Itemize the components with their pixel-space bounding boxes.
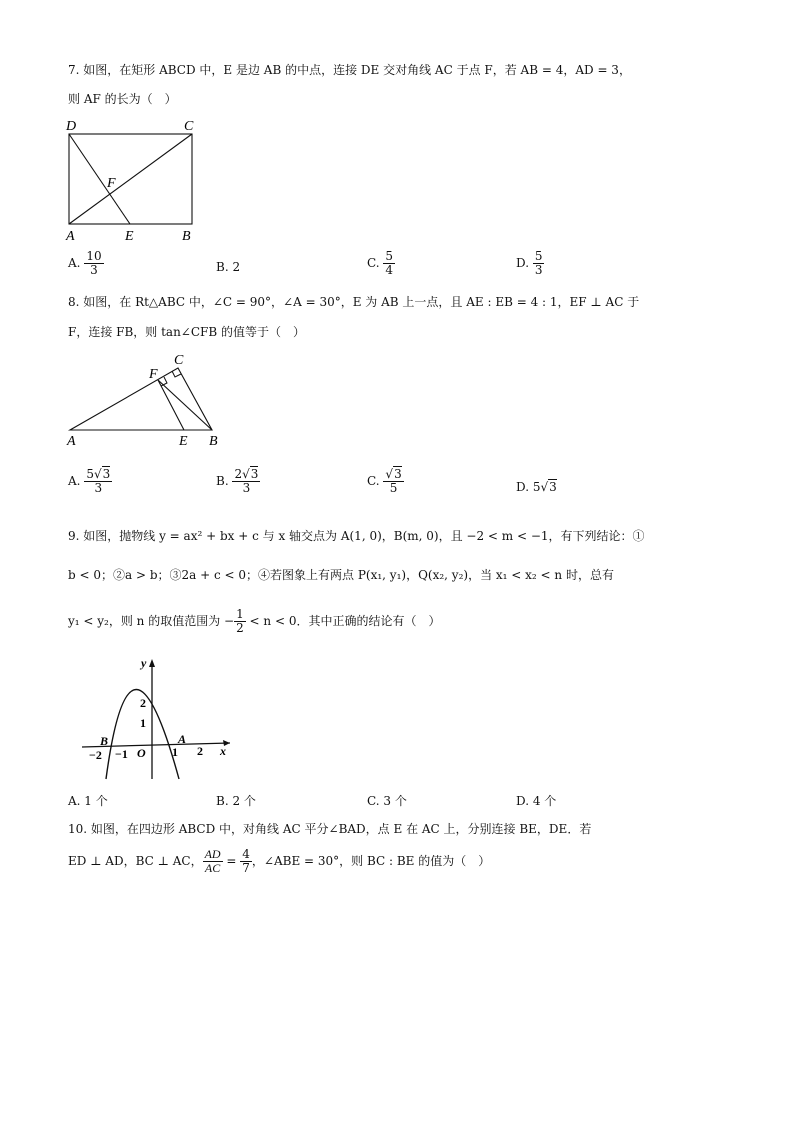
coefficient: 5 — [532, 480, 541, 494]
option-letter: A. — [68, 474, 81, 488]
q9-option-a[interactable]: A. 1 个 — [68, 794, 108, 808]
tick-x-neg2: −2 — [89, 748, 102, 762]
diagonal-ac — [69, 134, 192, 224]
q7-rectangle-figure — [60, 114, 210, 244]
q7-stem-line1: 7. 如图，在矩形 ABCD 中，E 是边 AB 的中点，连接 DE 交对角线 AC 于点 F，若 AB = 4，AD = 3， — [68, 63, 631, 77]
q9-option-b[interactable]: B. 2 个 — [216, 794, 256, 808]
denominator: 2 — [236, 621, 244, 635]
radicand: 3 — [102, 467, 111, 481]
label-e: E — [125, 229, 134, 244]
label-y: y — [141, 656, 147, 670]
radicand: 3 — [394, 467, 402, 481]
tick-y-2: 2 — [140, 696, 146, 710]
text-part: < n < 0．其中正确的结论有（ ） — [245, 614, 441, 628]
q7-option-a[interactable] — [68, 250, 104, 277]
numerator: 2√3 — [234, 467, 259, 481]
q10-stem-line1: 10. 如图，在四边形 ABCD 中，对角线 AC 平分∠BAD，点 E 在 AC 上，分别连接 BE，DE．若 — [68, 822, 592, 836]
denominator: 5 — [389, 481, 398, 495]
fraction — [232, 468, 260, 495]
numerator: 4 — [242, 847, 250, 861]
label-f: F — [149, 367, 158, 382]
text-part: ED ⊥ AD，BC ⊥ AC， — [68, 854, 203, 868]
q9-stem-line3 — [68, 606, 440, 636]
q8-option-b[interactable] — [216, 468, 260, 495]
label-c: C — [174, 353, 184, 368]
numerator: 1 — [236, 607, 244, 621]
fraction — [84, 250, 103, 277]
coefficient: 5 — [86, 467, 94, 481]
numerator: √3 — [385, 467, 402, 481]
radicand: 3 — [549, 480, 557, 494]
tick-y-1: 1 — [140, 716, 146, 730]
q8-triangle-figure — [60, 348, 235, 448]
q8-stem-line2: F，连接 FB，则 tan∠CFB 的值等于（ ） — [68, 325, 306, 339]
q8-option-a[interactable] — [68, 468, 112, 495]
text-part: ，∠ABE = 30°，则 BC : BE 的值为（ ） — [251, 854, 491, 868]
equals-sign: = — [222, 854, 241, 868]
q9-option-c[interactable]: C. 3 个 — [367, 794, 407, 808]
label-a: A — [66, 229, 75, 244]
label-a: A — [67, 434, 76, 448]
q9-option-d[interactable]: D. 4 个 — [516, 794, 557, 808]
denominator: 3 — [534, 263, 543, 277]
option-letter: D. — [516, 480, 530, 494]
fraction-half — [234, 608, 246, 635]
fraction — [383, 250, 395, 277]
right-angle-f — [161, 377, 167, 386]
label-f: F — [107, 176, 116, 191]
denominator: 4 — [385, 263, 394, 277]
q8-option-d[interactable]: D. 5√3 — [516, 480, 557, 494]
triangle-abc — [70, 368, 212, 430]
fraction — [84, 468, 112, 495]
q9-parabola-graph — [80, 655, 240, 783]
segment-de — [69, 134, 130, 224]
q8-stem-line1: 8. 如图，在 Rt△ABC 中，∠C = 90°，∠A = 30°，E 为 AB 上一点，且 AE : EB = 4 : 1，EF ⊥ AC 于 — [68, 295, 640, 309]
label-b: B — [100, 734, 109, 748]
denominator: 3 — [242, 481, 251, 495]
denominator: 7 — [242, 861, 250, 875]
tick-x-1: 1 — [172, 745, 178, 759]
denominator: AC — [204, 861, 221, 875]
denominator: 3 — [90, 263, 98, 277]
radicand: 3 — [250, 467, 259, 481]
coefficient: 2 — [234, 467, 243, 481]
q10-stem-line2 — [68, 845, 490, 877]
text-part: y₁ < y₂，则 n 的取值范围为 − — [68, 614, 235, 628]
label-origin: O — [137, 746, 146, 760]
option-letter: D. — [516, 256, 530, 270]
label-x: x — [220, 744, 226, 758]
numerator: 5√3 — [86, 467, 111, 481]
label-b: B — [209, 434, 218, 448]
q7-option-c[interactable] — [367, 250, 395, 277]
numerator: 10 — [86, 249, 102, 263]
tick-x-2: 2 — [197, 744, 203, 758]
fraction-4-7 — [240, 848, 252, 875]
fraction — [383, 468, 403, 495]
fraction-ad-ac — [203, 848, 223, 875]
segment-ef — [158, 380, 184, 430]
q9-stem-line2: b < 0；②a > b；③2a + c < 0；④若图象上有两点 P(x₁, y₁)，Q(x₂, y₂)，当 x₁ < x₂ < n 时，总有 — [68, 568, 614, 582]
q7-stem-line2: 则 AF 的长为（ ） — [68, 92, 177, 106]
option-letter: C. — [367, 474, 380, 488]
numerator: AD — [204, 847, 221, 861]
numerator: 5 — [385, 249, 394, 263]
tick-x-neg1: −1 — [115, 747, 128, 761]
y-axis-arrow — [149, 659, 155, 667]
label-e: E — [179, 434, 188, 448]
numerator: 5 — [534, 249, 543, 263]
label-c: C — [184, 119, 194, 134]
q8-option-c[interactable] — [367, 468, 404, 495]
q9-stem-line1: 9. 如图，抛物线 y = ax² + bx + c 与 x 轴交点为 A(1, 0)，B(m, 0)，且 −2 < m < −1，有下列结论：① — [68, 529, 645, 543]
option-letter: B. — [216, 474, 229, 488]
label-b: B — [182, 229, 191, 244]
denominator: 3 — [94, 481, 103, 495]
q7-option-d[interactable] — [516, 250, 544, 277]
label-d: D — [66, 119, 77, 134]
option-letter: C. — [367, 256, 380, 270]
label-a: A — [178, 732, 187, 746]
fraction — [533, 250, 545, 277]
option-letter: A. — [68, 256, 81, 270]
segment-fb — [158, 380, 212, 430]
q7-option-b[interactable]: B. 2 — [216, 260, 241, 274]
